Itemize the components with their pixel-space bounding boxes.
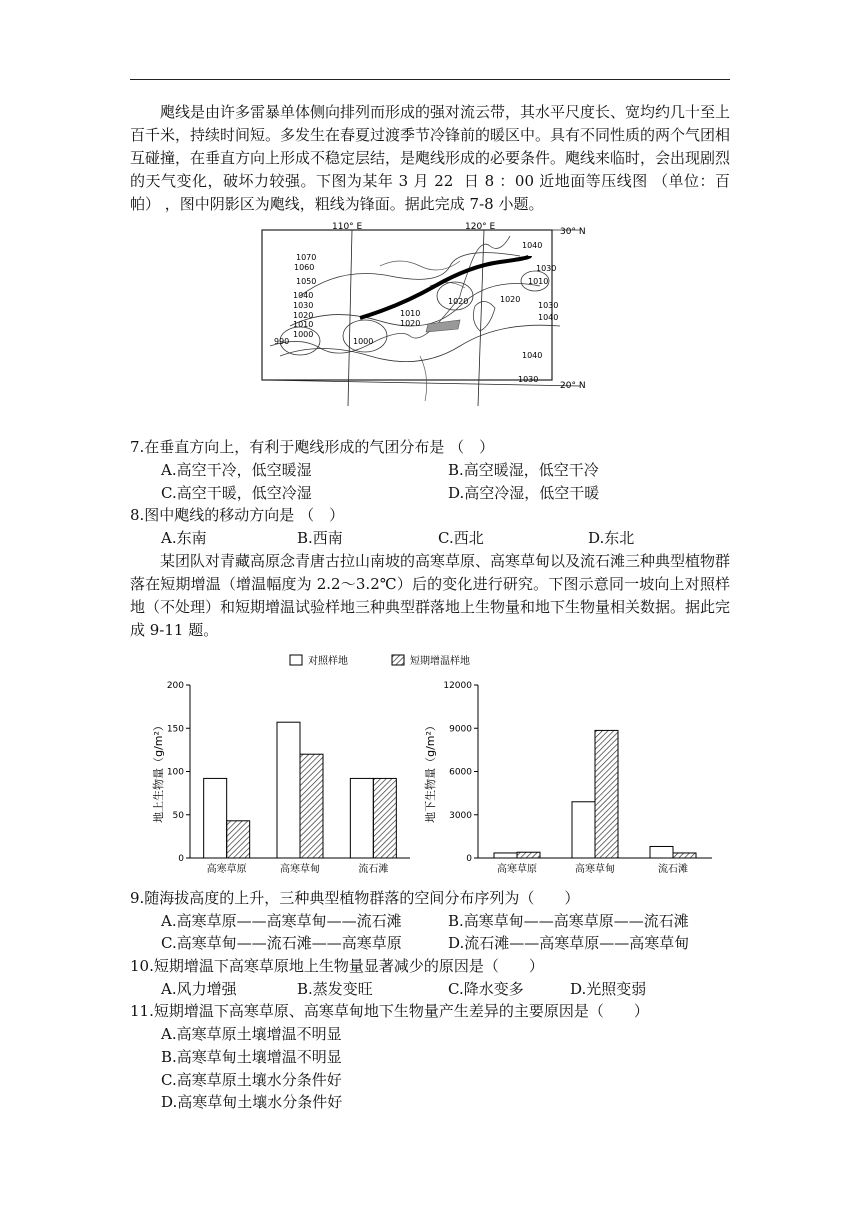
q9-option-a: A.高寒草原——高寒草甸——流石滩 bbox=[161, 912, 402, 930]
bar-control bbox=[204, 778, 227, 858]
bar-control bbox=[350, 778, 373, 858]
y-tick-label: 12000 bbox=[443, 681, 472, 691]
category-label: 流石滩 bbox=[358, 864, 389, 875]
q10-option-b: B.蒸发变旺 bbox=[297, 980, 373, 998]
bar-warming bbox=[595, 730, 618, 858]
isobar-label: 1030 bbox=[293, 301, 314, 310]
isobar-label: 1070 bbox=[296, 253, 317, 262]
q8-option-d: D.东北 bbox=[588, 529, 635, 547]
isobar-label: 1020 bbox=[500, 295, 521, 304]
lon-label: 120° E bbox=[465, 222, 496, 232]
q8-option-c: C.西北 bbox=[438, 529, 484, 547]
q11-option-c: C.高寒草原土壤水分条件好 bbox=[161, 1071, 342, 1089]
q10-option-c: C.降水变多 bbox=[448, 980, 524, 998]
q8-option-b: B.西南 bbox=[297, 529, 343, 547]
q9-option-d: D.流石滩——高寒草原——高寒草甸 bbox=[448, 934, 690, 952]
y-tick-label: 50 bbox=[172, 810, 184, 821]
bar-control bbox=[650, 846, 673, 858]
y-tick-label: 200 bbox=[166, 681, 184, 691]
q10-option-d: D.光照变弱 bbox=[570, 980, 647, 998]
bar-control bbox=[572, 802, 595, 858]
q8-option-a: A.东南 bbox=[161, 529, 207, 547]
passage-alpine-vegetation: 某团队对青藏高原念青唐古拉山南坡的高寒草原、高寒草甸以及流石滩三种典型植物群落在短期增温（增温幅度为 2.2～3.2℃）后的变化进行研究。下图示意同一坡向上对照样地（不处理）和短期增温试验样地三种典型群落地上生物量和地下生物量相关数据。据此完成 9-11 题。 bbox=[130, 552, 731, 639]
q9-option-c: C.高寒草甸——流石滩——高寒草原 bbox=[161, 934, 402, 952]
y-tick-label: 9000 bbox=[449, 724, 472, 735]
isobar-label: 1060 bbox=[294, 263, 315, 272]
lon-label: 110° E bbox=[332, 222, 363, 232]
y-axis-label: 地下生物量（g/m²） bbox=[424, 720, 437, 823]
header-rule bbox=[130, 79, 730, 80]
isobar-label: 1050 bbox=[296, 277, 317, 286]
category-label: 高寒草甸 bbox=[280, 864, 320, 875]
category-label: 高寒草原 bbox=[497, 864, 537, 875]
chart-legend bbox=[280, 650, 500, 670]
q11-stem: 11.短期增温下高寒草原、高寒草甸地下生物量产生差异的主要原因是（ ） bbox=[130, 1002, 649, 1020]
isobar-label: 1020 bbox=[448, 297, 469, 306]
lat-label: 30° N bbox=[560, 227, 586, 237]
q7-option-d: D.高空冷湿，低空干暖 bbox=[448, 484, 600, 502]
passage-squall-line: 飑线是由许多雷暴单体侧向排列而形成的强对流云带，其水平尺度长、宽均约几十至上百千米，持续时间短。多发生在春夏过渡季节冷锋前的暖区中。具有不同性质的两个气团相 互碰撞，在垂直方向上形成不稳定层结，是飑线形成的必要条件。飑线来临时，会出现剧烈的天气变化，破坏力较强。下图为某年 3 月 22 日 8 ：00 近地面等压线图 （单位：百帕） ，图中阴影区为飑线，粗线为锋面。据此完成 7-8 小题。 bbox=[130, 103, 735, 213]
q10-option-a: A.风力增强 bbox=[161, 980, 237, 998]
legend-warming-label: 短期增温样地 bbox=[410, 656, 470, 667]
isobar-label: 1010 bbox=[528, 277, 549, 286]
bar-warming bbox=[673, 853, 696, 858]
bar-control bbox=[277, 722, 300, 858]
bar-control bbox=[494, 853, 517, 858]
q10-stem: 10.短期增温下高寒草原地上生物量显著减少的原因是（ ） bbox=[130, 957, 544, 975]
y-tick-label: 0 bbox=[466, 854, 472, 864]
isobar-label: 1000 bbox=[353, 337, 374, 346]
y-tick-label: 150 bbox=[166, 724, 184, 735]
y-axis-label: 地上生物量（g/m²） bbox=[152, 720, 165, 823]
isobar-map bbox=[260, 222, 586, 408]
bar-warming bbox=[300, 754, 323, 858]
q8-stem: 8.图中飑线的移动方向是 （ ） bbox=[130, 506, 345, 524]
isobar-label: 1040 bbox=[293, 291, 314, 300]
isobar-label: 1040 bbox=[522, 351, 543, 360]
isobar-label: 1020 bbox=[400, 319, 421, 328]
y-tick-label: 100 bbox=[166, 767, 184, 778]
isobar-label: 1040 bbox=[538, 313, 559, 322]
bar-warming bbox=[373, 778, 396, 858]
q9-stem: 9.随海拔高度的上升，三种典型植物群落的空间分布序列为（ ） bbox=[130, 889, 580, 907]
isobar-label: 1030 bbox=[518, 375, 539, 384]
lat-label: 20° N bbox=[560, 381, 586, 391]
q7-option-c: C.高空干暖，低空冷湿 bbox=[161, 484, 312, 502]
q9-option-b: B.高寒草甸——高寒草原——流石滩 bbox=[448, 912, 689, 930]
q11-option-a: A.高寒草原土壤增温不明显 bbox=[161, 1025, 342, 1043]
category-label: 高寒草原 bbox=[206, 864, 247, 875]
legend-warming-swatch bbox=[392, 655, 404, 665]
chart-belowground-biomass bbox=[420, 675, 720, 880]
bar-warming bbox=[227, 821, 250, 858]
legend-control-label: 对照样地 bbox=[308, 656, 348, 667]
chart-aboveground-biomass bbox=[150, 675, 415, 880]
isobar-label: 1010 bbox=[400, 309, 421, 318]
isobar-label: 1040 bbox=[522, 241, 543, 250]
isobar-label: 1030 bbox=[536, 264, 557, 273]
isobar-label: 1010 bbox=[293, 320, 314, 329]
q11-option-d: D.高寒草甸土壤水分条件好 bbox=[161, 1093, 343, 1111]
y-tick-label: 0 bbox=[178, 854, 184, 864]
q11-option-b: B.高寒草甸土壤增温不明显 bbox=[161, 1048, 342, 1066]
bar-warming bbox=[517, 852, 540, 858]
q7-option-a: A.高空干冷，低空暖湿 bbox=[161, 461, 312, 479]
legend-control-swatch bbox=[290, 655, 302, 665]
isobar-label: 1030 bbox=[538, 301, 559, 310]
isobar-label: 990 bbox=[274, 337, 290, 346]
category-label: 高寒草甸 bbox=[575, 864, 615, 875]
y-tick-label: 6000 bbox=[449, 767, 472, 778]
q7-option-b: B.高空暖湿，低空干冷 bbox=[448, 461, 599, 479]
isobar-label: 1000 bbox=[293, 330, 314, 339]
isobar-label: 1020 bbox=[293, 311, 314, 320]
category-label: 流石滩 bbox=[658, 864, 688, 875]
y-tick-label: 3000 bbox=[449, 810, 472, 821]
q7-stem: 7.在垂直方向上，有利于飑线形成的气团分布是 （ ） bbox=[130, 438, 495, 456]
